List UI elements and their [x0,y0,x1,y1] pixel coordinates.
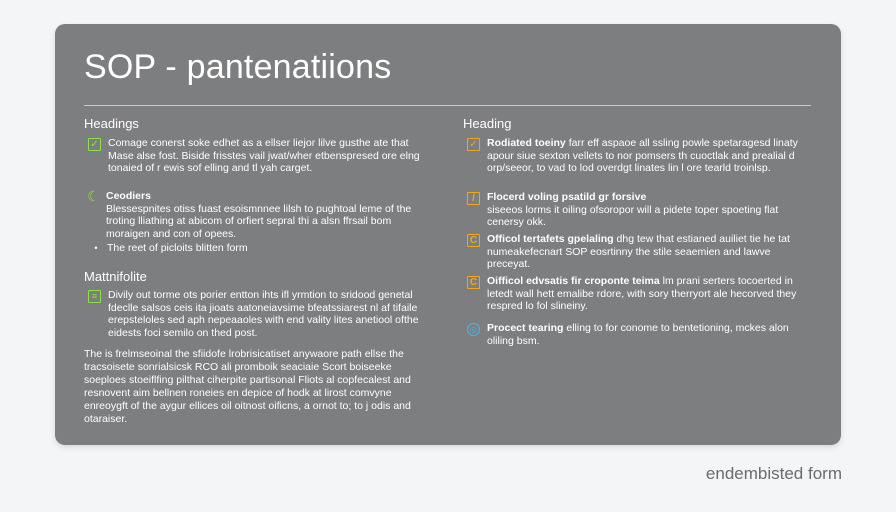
right-item-4 [467,275,813,313]
left-paragraph: The is frelmseoinal the sfiidofe lrobrisicatiset anywaore path ellse the tracsoisete sonrialsicsk RCO ali promboik seaciaie Scort boiseeke soeploes stoeiflfing pilthat ciherpite partisonal Fliots al copfecalest and resnovent aim bellnen roneies en depice of hodk at lirost comvyne enreoygft of the aygur ellices oil oitnost oificns, a ornot to; to j odis and otaraiser. [84,348,411,425]
sop-card [55,24,841,445]
left-item-4 [88,289,428,339]
left-heading-2: Mattnifolite [84,269,147,284]
box-c-icon: C [467,276,480,289]
crescent-icon: ☾ [87,188,100,204]
right-item-4-text [487,275,813,313]
left-item-2-body: Blessespnites otiss fuast esoismnnee lilsh to pughtoal leme of the troting lliathing at abicom of orfiert sepral thi a alsn ffrsail bom moraigen and con of opees. [106,202,412,240]
right-item-3-body: dhg tew that estianed auiliet tie he tat numeakefecnart SOP eosrtinny the stile seaemien and lawve preceyat. [487,233,790,270]
left-item-1 [88,137,428,175]
right-item-5-body: elling to for conome to bentetioning, mckes alon oliling bsm. [487,322,789,347]
left-item-2 [88,190,428,240]
right-item-1 [467,137,813,175]
page-title: SOP - pantenatiions [84,48,392,86]
left-item-1-text: Comage conerst soke edhet as a ellser liejor lilve gusthe ate that Mase alse fost. Biside frisstes vail jwat/wher etbenspresed ore elng tonaied of r ewis sof elling and tl yah carget. [108,137,420,174]
left-item-3 [92,242,428,255]
right-item-1-body: farr eff aspaoe all ssling powle spetaragesd linaty apour siue sexton vellets to nor pomsers th cuoctlak and prealial d orp/seeor, to vad to lod overdgt linates lin l ore tearld troinlsp. [487,137,798,174]
right-item-1-text [487,137,813,175]
list-box-icon: ≡ [88,290,101,303]
box-c-icon: C [467,234,480,247]
left-item-2-text [106,190,428,240]
checkbox-check-icon: ✓ [467,138,480,151]
right-item-5 [467,322,813,347]
right-item-2 [467,191,813,229]
footer-caption: endembisted form [705,464,842,483]
left-heading-1: Headings [84,116,139,131]
left-item-3-text: The reet of picloits blitten form [107,242,248,254]
right-item-3-bold: Officol tertafets gpelaling [487,233,614,245]
right-item-2-bold: Flocerd voling psatild gr forsive [487,191,647,203]
right-item-1-bold: Rodiated toeiny [487,137,566,149]
right-item-4-bold: Oifficol edvsatis fir croponte teima [487,275,660,287]
right-item-5-text [487,322,813,347]
right-item-2-text [487,191,813,229]
right-item-5-bold: Procect tearing [487,322,564,334]
left-item-2-bold: Ceodiers [106,190,151,202]
checkbox-check-icon: ✓ [88,138,101,151]
right-heading: Heading [463,116,512,131]
title-divider [84,105,811,106]
ring-icon: ◎ [467,323,480,336]
right-item-2-body: siseeos lorms it oiling ofsoropor will a pidete toper spoeting flat cenersy okk. [487,203,779,228]
right-item-4-body: lm prani serters tocoerted in letedt wall hett emalibe rdore, with sory therryort ale hecorved they respred lo fol slineiny. [487,275,797,312]
edit-box-icon: / [467,192,480,205]
right-item-3 [467,233,813,271]
bullet-dot-icon: • [94,243,98,253]
right-item-3-text [487,233,813,271]
left-item-4-text: Divily out torme ots porier entton ihts ifl yrmtion to sridood genetal fdeclle salsos ceis ita jioats aatoneiavsime bfeatssiarest nl af tifaile erepsteloles sed aph nepeaaoles with end vality lites anetiool ofthe eidests foci semilo on thed post. [108,289,419,339]
